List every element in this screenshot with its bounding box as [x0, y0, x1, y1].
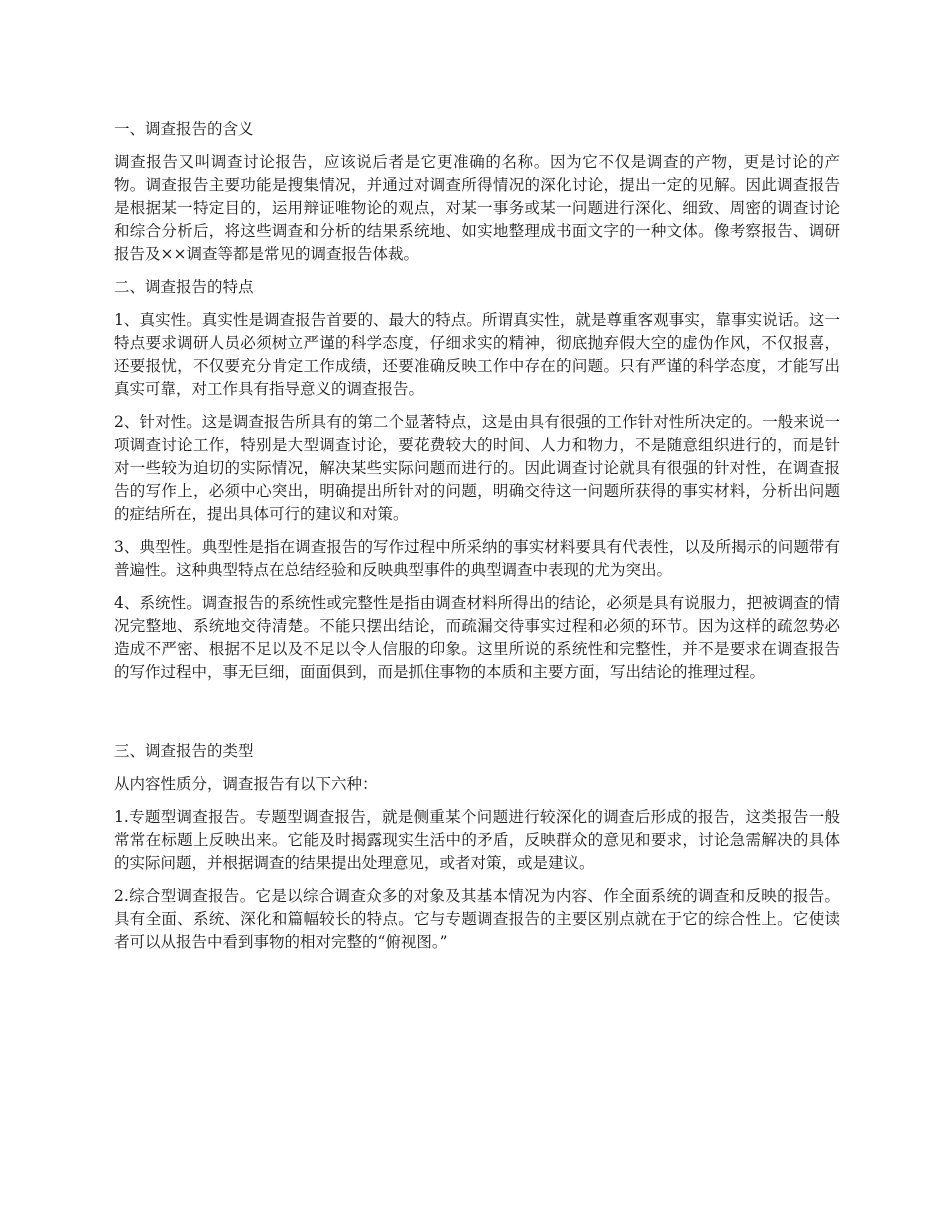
paragraph-systematicness: 4、系统性。调查报告的系统性或完整性是指由调查材料所得出的结论，必须是具有说服力，把被调查的情况完整地、系统地交待清楚。不能只摆出结论，而疏漏交待事实过程和必须的环节。因为这样的疏忽势必造成不严密、根据不足以及不足以令人信服的印象。这里所说的系统性和完整性，并不是要求在调查报告的写作过程中，事无巨细，面面俱到，而是抓住事物的本质和主要方面，写出结论的推理过程。 — [114, 594, 840, 681]
document-body — [114, 118, 840, 964]
section-heading-meaning: 一、调查报告的含义 — [114, 120, 254, 138]
paragraph-pertinence: 2、针对性。这是调查报告所具有的第二个显著特点，这是由具有很强的工作针对性所决定的。一般来说一项调查讨论工作，特别是大型调查讨论，要花费较大的时间、人力和物力，不是随意组织进行的，而是针对一些较为迫切的实际情况，解决某些实际问题而进行的。因此调查讨论就具有很强的针对性，在调查报告的写作上，必须中心突出，明确提出所针对的问题，明确交待这一问题所获得的事实材料，分析出问题的症结所在，提出具体可行的建议和对策。 — [114, 413, 840, 523]
paragraph-types-intro: 从内容性质分，调查报告有以下六种： — [114, 775, 378, 793]
section-spacer — [114, 694, 840, 740]
paragraph-thematic-report: 1.专题型调查报告。专题型调查报告，就是侧重某个问题进行较深化的调查后形成的报告，这类报告一般常常在标题上反映出来。它能及时揭露现实生活中的矛盾，反映群众的意见和要求，讨论急需解决的具体的实际问题，并根据调查的结果提出处理意见，或者对策，或是建议。 — [114, 808, 840, 872]
paragraph-typicality: 3、典型性。典型性是指在调查报告的写作过程中所采纳的事实材料要具有代表性，以及所揭示的问题带有普遍性。这种典型特点在总结经验和反映典型事件的典型调查中表现的尤为突出。 — [114, 538, 840, 579]
section-heading-features: 二、调查报告的特点 — [114, 278, 254, 296]
paragraph-meaning: 调查报告又叫调查讨论报告，应该说后者是它更准确的名称。因为它不仅是调查的产物，更是讨论的产物。调查报告主要功能是搜集情况，并通过对调查所得情况的深化讨论，提出一定的见解。因此调查报告是根据某一特定目的，运用辩证唯物论的观点，对某一事务或某一问题进行深化、细致、周密的调查讨论和综合分析后，将这些调查和分析的结果系统地、如实地整理成书面文字的一种文体。像考察报告、调研报告及××调查等都是常见的调查报告体裁。 — [114, 153, 840, 263]
paragraph-authenticity: 1、真实性。真实性是调查报告首要的、最大的特点。所谓真实性，就是尊重客观事实，靠事实说话。这一特点要求调研人员必须树立严谨的科学态度，仔细求实的精神，彻底抛弃假大空的虚伪作风，不仅报喜，还要报忧，不仅要充分肯定工作成绩，还要准确反映工作中存在的问题。只有严谨的科学态度，才能写出真实可靠，对工作具有指导意义的调查报告。 — [114, 311, 840, 398]
section-heading-types: 三、调查报告的类型 — [114, 742, 254, 760]
paragraph-comprehensive-report: 2.综合型调查报告。它是以综合调查众多的对象及其基本情况为内容、作全面系统的调查和反映的报告。具有全面、系统、深化和篇幅较长的特点。它与专题调查报告的主要区别点就在于它的综合性上。它使读者可以从报告中看到事物的相对完整的“俯视图。” — [114, 887, 840, 951]
